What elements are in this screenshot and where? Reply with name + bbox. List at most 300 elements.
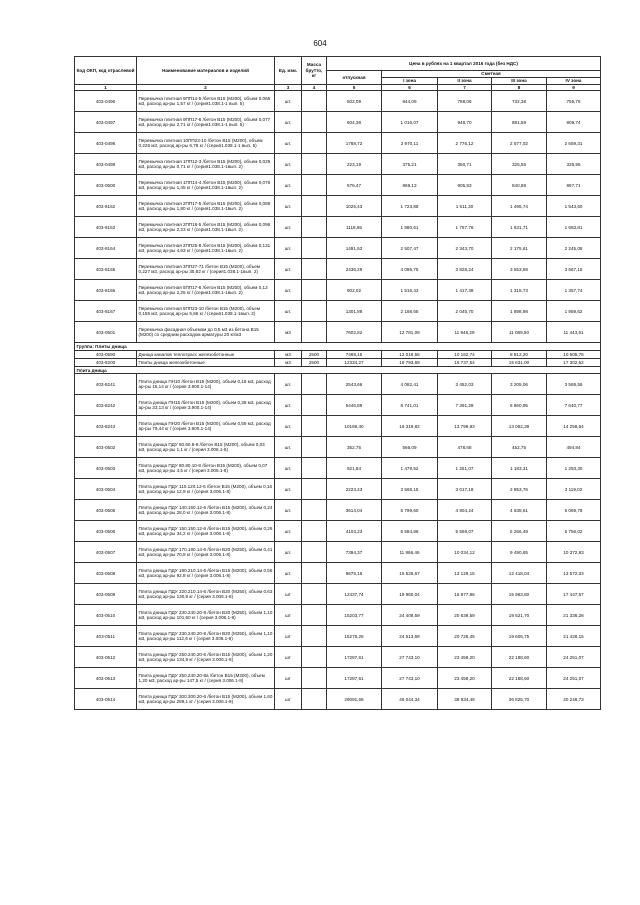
price-release: 3614,04 [327, 500, 382, 521]
price-zone-4: 335,95 [547, 154, 601, 175]
group-row [75, 343, 601, 351]
col-number: 3 [275, 85, 302, 91]
price-zone-2: 1 251,07 [438, 458, 492, 479]
price-zone-3: 8 812,20 [492, 351, 547, 359]
item-unit: шт [275, 605, 302, 626]
price-zone-4: 3 667,15 [547, 259, 601, 280]
price-release: 5446,89 [327, 395, 382, 416]
item-unit: шт. [275, 112, 302, 133]
item-name: Плита днища ПДУ 150.150.12-6 /бетон В15 (М200), объем 0,26 м3, расход ар-ры 34,2 кг / (серия 3.006.1-8) [137, 521, 275, 542]
price-release: 17287,61 [327, 647, 382, 668]
item-mass [302, 584, 327, 605]
price-zone-2: 13 799,83 [438, 416, 492, 437]
item-mass [302, 280, 327, 301]
price-zone-1: 969,13 [382, 175, 438, 196]
price-zone-2: 1 611,30 [438, 196, 492, 217]
price-zone-4: 867,71 [547, 175, 601, 196]
item-code: 403-0506 [75, 521, 137, 542]
item-mass [302, 689, 327, 710]
price-zone-1: 27 743,10 [382, 647, 438, 668]
item-mass [302, 605, 327, 626]
price-zone-2: 11 946,29 [438, 322, 492, 343]
price-release: 502,09 [327, 91, 382, 112]
price-zone-3: 13 052,39 [492, 416, 547, 437]
price-zone-2: 38 934,49 [438, 689, 492, 710]
header-zone-3: III зона [492, 78, 547, 85]
header-mass: Масса брутто, кг [302, 57, 327, 85]
price-zone-4: 1 543,50 [547, 196, 601, 217]
item-code: 403-8200 [75, 359, 137, 367]
price-zone-1: 1 880,61 [382, 217, 438, 238]
price-zone-2: 2 045,70 [438, 301, 492, 322]
item-unit: шт. [275, 395, 302, 416]
table-row [75, 563, 601, 584]
price-zone-3: 2 853,76 [492, 479, 547, 500]
item-code: 403-0507 [75, 542, 137, 563]
price-release: 7394,37 [327, 542, 382, 563]
table-row [75, 112, 601, 133]
item-name: Перемычка плитная 5ПП23-10 /бетон В15 (М200), объем 0,155 м3, расход ар-ры 5,66 кг / (серия1.038.1-1вып. 2) [137, 301, 275, 322]
table-row [75, 416, 601, 437]
price-zone-1: 3 568,15 [382, 479, 438, 500]
item-unit: шт [275, 668, 302, 689]
item-name: Плита днища ПН10 /бетон В15 (М200), объем 0,18 м3, расход ар-ры 15,14 кг / (серия 3.900.1-14) [137, 374, 275, 395]
item-code: 403-0497 [75, 112, 137, 133]
price-release: 1301,88 [327, 301, 382, 322]
table-row [75, 500, 601, 521]
price-zone-3: 22 188,60 [492, 647, 547, 668]
price-zone-4: 17 302,52 [547, 359, 601, 367]
price-zone-4: 24 251,07 [547, 668, 601, 689]
price-zone-4: 21 336,28 [547, 605, 601, 626]
item-mass [302, 374, 327, 395]
item-mass [302, 563, 327, 584]
price-release: 921,84 [327, 458, 382, 479]
price-release: 2436,29 [327, 259, 382, 280]
price-zone-2: 3 828,24 [438, 259, 492, 280]
price-release: 1025,43 [327, 196, 382, 217]
price-release: 10189,40 [327, 416, 382, 437]
price-release: 352,75 [327, 437, 382, 458]
item-unit: шт [275, 647, 302, 668]
item-name: Перемычка плитная 2ПП17-5 /бетон В15 (М200), объем 0,089 м3, расход ар-ры 1,80 кг / (серия1.038.1-1вып. 2) [137, 196, 275, 217]
price-zone-1: 1 516,43 [382, 280, 438, 301]
price-release: 15203,77 [327, 605, 382, 626]
price-zone-3: 4 638,61 [492, 500, 547, 521]
price-release: 7469,15 [327, 351, 382, 359]
item-name: Плита днища ПДУ 230.240.20-8 /бетон В20 (М250), объем 1,10 м3, расход ар-ры 112,6 кг / (серия 3.006.1-8) [137, 626, 275, 647]
table-row [75, 359, 601, 367]
col-number: 6 [382, 85, 438, 91]
item-name: Плита днища ПДУ 80.80.10-8 /бетон В15 (М200), объем 0,07 м3, расход ар-ры 4,5 кг / (серия 3.006.1-8) [137, 458, 275, 479]
price-zone-2: 10 162,74 [438, 351, 492, 359]
price-release: 1118,65 [327, 217, 382, 238]
item-name: Перемычка плитная 1ПП12-3 /бетон В15 (М200), объем 0,029 м3, расход ар-ры 0,71 кг / (серия1.038.1-1вып. 2) [137, 154, 275, 175]
header-zone-1: I зона [382, 78, 438, 85]
price-zone-3: 1 631,71 [492, 217, 547, 238]
table-row [75, 374, 601, 395]
price-zone-3: 36 825,70 [492, 689, 547, 710]
table-row [75, 584, 601, 605]
price-zone-3: 732,38 [492, 91, 547, 112]
header-zone-4: IV зона [547, 78, 601, 85]
header-name: Наименование материалов и изделий [137, 57, 275, 85]
item-name: Перемычка плитная 2ПП18-5 /бетон В15 (М200), объем 0,096 м3, расход ар-ры 2,23 кг / (серия1.038.1-1вып. 2) [137, 217, 275, 238]
item-name: Плиты днища железобетонные [137, 359, 275, 367]
col-number: 5 [327, 85, 382, 91]
item-unit: шт. [275, 238, 302, 259]
price-zone-3: 5 266,49 [492, 521, 547, 542]
price-zone-1: 46 044,34 [382, 689, 438, 710]
table-row [75, 259, 601, 280]
price-zone-3: 1 898,98 [492, 301, 547, 322]
item-code: 403-0513 [75, 668, 137, 689]
item-code: 403-8164 [75, 238, 137, 259]
group-title: Плита днища [75, 367, 601, 374]
table-row [75, 626, 601, 647]
item-mass [302, 626, 327, 647]
item-unit: м3 [275, 351, 302, 359]
item-unit: м3 [275, 322, 302, 343]
col-number: 1 [75, 85, 137, 91]
table-row [75, 154, 601, 175]
col-number: 9 [547, 85, 601, 91]
price-release: 223,19 [327, 154, 382, 175]
item-mass [302, 217, 327, 238]
price-zone-1: 11 866,46 [382, 542, 438, 563]
item-name: Перемычка плитная 3ПП27-71 /бетон В15 (М200), объем 0,227 м3, расход ар-ры 35,82 кг / (серия1.038.1-1вып. 2) [137, 259, 275, 280]
price-zone-3: 9 490,65 [492, 542, 547, 563]
item-code: 403-0508 [75, 563, 137, 584]
price-zone-4: 21 428,15 [547, 626, 601, 647]
table-row [75, 217, 601, 238]
item-mass [302, 301, 327, 322]
item-code: 403-0590 [75, 351, 137, 359]
price-zone-3: 19 521,70 [492, 605, 547, 626]
price-zone-1: 27 743,10 [382, 668, 438, 689]
price-zone-4: 909,74 [547, 112, 601, 133]
item-name: Плита днища ПН15 /бетон В15 (М200), объем 0,38 м3, расход ар-ры 33,13 кг / (серия 3.900.1-14) [137, 395, 275, 416]
price-zone-1: 15 526,67 [382, 563, 438, 584]
price-zone-2: 20 639,59 [438, 605, 492, 626]
table-row [75, 458, 601, 479]
price-zone-3: 1 315,73 [492, 280, 547, 301]
price-zone-4: 40 248,73 [547, 689, 601, 710]
price-zone-2: 3 452,03 [438, 374, 492, 395]
price-zone-4: 17 447,57 [547, 584, 601, 605]
item-name: Плита днища ПДУ 110.120.12-6 /бетон В15 (М200), объем 0,16 м3, расход ар-ры 12,9 кг / (серия 3.006.1-8) [137, 479, 275, 500]
price-zone-2: 948,70 [438, 112, 492, 133]
price-release: 12334,27 [327, 359, 382, 367]
header-estimate: Сметная [382, 71, 601, 78]
table-row [75, 301, 601, 322]
price-release: 15275,25 [327, 626, 382, 647]
item-mass [302, 322, 327, 343]
price-zone-2: 13 129,15 [438, 563, 492, 584]
price-zone-3: 1 495,74 [492, 196, 547, 217]
price-zone-4: 1 959,62 [547, 301, 601, 322]
item-name: Плита днища ПН20 /бетон В15 (М200), объем 0,59 м3, расход ар-ры 79,44 кг / (серия 3.900.1-14) [137, 416, 275, 437]
col-number: 8 [492, 85, 547, 91]
table-row [75, 689, 601, 710]
price-zone-4: 13 572,33 [547, 563, 601, 584]
item-mass [302, 238, 327, 259]
table-row [75, 542, 601, 563]
price-zone-2: 23 459,20 [438, 647, 492, 668]
price-zone-3: 6 860,95 [492, 395, 547, 416]
price-release: 4103,23 [327, 521, 382, 542]
item-mass [302, 500, 327, 521]
price-zone-2: 1 757,78 [438, 217, 492, 238]
item-unit: шт. [275, 301, 302, 322]
item-code: 403-0501 [75, 322, 137, 343]
price-zone-1: 566,09 [382, 437, 438, 458]
item-name: Днища каналов теплотрасс железобетонные [137, 351, 275, 359]
price-zone-1: 1 016,07 [382, 112, 438, 133]
price-zone-1: 844,09 [382, 91, 438, 112]
price-zone-1: 1 723,88 [382, 196, 438, 217]
price-zone-2: 478,68 [438, 437, 492, 458]
price-zone-4: 1 683,81 [547, 217, 601, 238]
price-zone-1: 2 188,65 [382, 301, 438, 322]
price-zone-3: 2 577,02 [492, 133, 547, 154]
price-zone-3: 840,88 [492, 175, 547, 196]
price-zone-3: 3 553,68 [492, 259, 547, 280]
price-release: 1768,72 [327, 133, 382, 154]
price-zone-4: 14 258,64 [547, 416, 601, 437]
table-row [75, 437, 601, 458]
price-zone-2: 350,71 [438, 154, 492, 175]
item-unit: шт. [275, 458, 302, 479]
price-zone-3: 881,59 [492, 112, 547, 133]
item-unit: шт. [275, 374, 302, 395]
item-name: Перемычка плитная 9ПП14-5 /бетон В15 (М200), объем 0,065 м3, расход ар-ры 1,57 кг / (серия1.038.1-1 вып. 5) [137, 91, 275, 112]
item-mass [302, 133, 327, 154]
item-unit: шт. [275, 217, 302, 238]
price-zone-1: 12 781,09 [382, 322, 438, 343]
price-zone-4: 7 640,77 [547, 395, 601, 416]
item-name: Плита днища ПДУ 250.240.20-8а /бетон В15 (М200), объем 1,20 м3, расход ар-ры 147,5 кг / (серия 3.006.1-8) [137, 668, 275, 689]
item-unit: шт. [275, 542, 302, 563]
header-code: Код ОКП, код отраслевой [75, 57, 137, 85]
item-code: 403-8243 [75, 416, 137, 437]
table-row [75, 351, 601, 359]
item-mass [302, 395, 327, 416]
item-name: Плита днища ПДУ 300.300.20-6 /бетон В15 (М200), объем 1,60 м3, расход ар-ры 289,1 кг / (серия 3.006.1-8) [137, 689, 275, 710]
item-mass [302, 668, 327, 689]
item-mass [302, 112, 327, 133]
item-name: Перемычка плитная 1ПП14-4 /бетон В15 (М200), объем 0,076 м3, расход ар-ры 1,45 кг / (серия1.038.1-1вып. 2) [137, 175, 275, 196]
header-release: отпускная [327, 71, 382, 85]
price-zone-2: 20 728,45 [438, 626, 492, 647]
item-unit: шт. [275, 563, 302, 584]
item-code: 403-8166 [75, 280, 137, 301]
price-release: 12437,74 [327, 584, 382, 605]
price-zone-4: 24 251,07 [547, 647, 601, 668]
price-zone-4: 2 245,08 [547, 238, 601, 259]
price-zone-2: 905,83 [438, 175, 492, 196]
price-zone-4: 3 119,02 [547, 479, 601, 500]
item-mass [302, 647, 327, 668]
price-zone-3: 12 418,04 [492, 563, 547, 584]
item-code: 403-0510 [75, 605, 137, 626]
col-number: 7 [438, 85, 492, 91]
table-row [75, 238, 601, 259]
item-name: Перемычка плитная 9ПП17-6 /бетон В15 (М200), объем 0,077 м3, расход ар-ры 2,71 кг / (серия1.038.1-1 вып. 5) [137, 112, 275, 133]
table-row [75, 479, 601, 500]
item-name: Плита днища ПДУ 250.240.20-6 /бетон В15 (М200), объем 1,20 м3, расход ар-ры 134,9 кг / (серия 3.006.1-8) [137, 647, 275, 668]
item-unit: шт. [275, 437, 302, 458]
item-mass: 2500 [302, 359, 327, 367]
item-code: 403-0500 [75, 175, 137, 196]
header-price-title: Цена в рублях на 1 квартал 2016 года (без НДС) [327, 57, 601, 71]
item-code: 403-0496 [75, 91, 137, 112]
item-mass: 2500 [302, 351, 327, 359]
price-zone-3: 11 089,50 [492, 322, 547, 343]
price-release: 2543,66 [327, 374, 382, 395]
item-code: 403-0504 [75, 479, 137, 500]
price-zone-2: 4 904,24 [438, 500, 492, 521]
table-row [75, 280, 601, 301]
price-zone-1: 19 960,04 [382, 584, 438, 605]
price-zone-2: 1 417,38 [438, 280, 492, 301]
price-zone-2: 10 034,12 [438, 542, 492, 563]
item-code: 403-0511 [75, 626, 137, 647]
price-zone-1: 8 741,01 [382, 395, 438, 416]
item-mass [302, 91, 327, 112]
item-name: Плита днища ПДУ 230.240.20-8 /бетон В20 (М250), объем 1,10 м3, расход ар-ры 101,50 кг / (серия 3.006.1-8) [137, 605, 275, 626]
price-zone-2: 2 343,70 [438, 238, 492, 259]
price-zone-2: 3 017,18 [438, 479, 492, 500]
item-mass [302, 521, 327, 542]
price-zone-1: 16 319,82 [382, 416, 438, 437]
item-code: 403-0503 [75, 458, 137, 479]
price-zone-3: 22 188,60 [492, 668, 547, 689]
item-code: 403-0502 [75, 437, 137, 458]
item-name: Плита днища ПДУ 170.180.14-6 /бетон В20 (М250), объем 0,41 м3, расход ар-ры 70,8 кг / (серия 3.006.1-8) [137, 542, 275, 563]
item-mass [302, 175, 327, 196]
item-code: 403-0514 [75, 689, 137, 710]
price-zone-3: 19 605,75 [492, 626, 547, 647]
price-zone-3: 2 175,61 [492, 238, 547, 259]
price-release: 604,38 [327, 112, 382, 133]
price-zone-1: 2 970,11 [382, 133, 438, 154]
item-unit: шт. [275, 479, 302, 500]
item-name: Плита днища ПДУ 190.210.14-6 /бетон В15 (М200), объем 0,56 м3, расход ар-ры 92,8 кг / (серия 3.006.1-8) [137, 563, 275, 584]
price-zone-1: 12 018,56 [382, 351, 438, 359]
item-mass [302, 416, 327, 437]
item-code: 403-8163 [75, 217, 137, 238]
price-zone-4: 5 756,02 [547, 521, 601, 542]
price-zone-4: 1 357,74 [547, 280, 601, 301]
price-zone-4: 3 568,56 [547, 374, 601, 395]
item-code: 403-0498 [75, 133, 137, 154]
item-unit: шт. [275, 175, 302, 196]
price-zone-1: 4 082,41 [382, 374, 438, 395]
price-zone-1: 24 513,69 [382, 626, 438, 647]
item-code: 403-8242 [75, 395, 137, 416]
table-row [75, 395, 601, 416]
item-unit: шт. [275, 500, 302, 521]
item-mass [302, 154, 327, 175]
item-mass [302, 458, 327, 479]
item-mass [302, 542, 327, 563]
price-zone-4: 2 659,31 [547, 133, 601, 154]
item-name: Перемычка плитная 10ПП23-10 /бетон В15 (М200), объем 0,226 м3, расход ар-ры 6,78 кг / (серия1.038.1-1 вып. 5) [137, 133, 275, 154]
price-zone-4: 1 293,30 [547, 458, 601, 479]
table-row [75, 133, 601, 154]
price-release: 29091,69 [327, 689, 382, 710]
item-code: 403-8167 [75, 301, 137, 322]
header-zone-2: II зона [438, 78, 492, 85]
item-code: 403-0499 [75, 154, 137, 175]
item-unit: шт. [275, 154, 302, 175]
price-zone-2: 23 459,20 [438, 668, 492, 689]
price-zone-3: 1 183,31 [492, 458, 547, 479]
item-unit: шт. [275, 280, 302, 301]
item-unit: шт [275, 584, 302, 605]
item-code: 403-8162 [75, 196, 137, 217]
price-zone-1: 6 584,86 [382, 521, 438, 542]
item-code: 403-8241 [75, 374, 137, 395]
item-code: 403-0509 [75, 584, 137, 605]
item-unit: шт. [275, 133, 302, 154]
price-release: 1491,53 [327, 238, 382, 259]
table-row [75, 647, 601, 668]
table-row [75, 322, 601, 343]
col-number: 2 [137, 85, 275, 91]
price-zone-3: 3 205,06 [492, 374, 547, 395]
item-name: Перемычка фасадная объемом до 0,5 м3 из бетона В15 (М200) со средним расходом арматуры 20 кг/м3 [137, 322, 275, 343]
item-name: Перемычка плитная 5ПП17-6 /бетон В15 (М200), объем 0,12 м3, расход ар-ры 2,25 кг / (серия1.038.1-1вып. 2) [137, 280, 275, 301]
table-row [75, 196, 601, 217]
price-release: 17287,61 [327, 668, 382, 689]
group-title: Группа: Плиты днища [75, 343, 601, 351]
price-zone-1: 19 793,69 [382, 359, 438, 367]
item-mass [302, 196, 327, 217]
price-zone-1: 4 095,75 [382, 259, 438, 280]
item-code: 403-0505 [75, 500, 137, 521]
item-name: Плита днища ПДУ 60.60.8-8 /бетон В15 (М200), объем 0,03 м3, расход ар-ры 1,1 кг / (серия 3.006.1-8) [137, 437, 275, 458]
table-row [75, 91, 601, 112]
price-release: 902,02 [327, 280, 382, 301]
price-zone-4: 5 069,78 [547, 500, 601, 521]
price-zone-4: 755,76 [547, 91, 601, 112]
price-release: 7602,82 [327, 322, 382, 343]
price-zone-3: 15 631,00 [492, 359, 547, 367]
price-zone-1: 2 507,47 [382, 238, 438, 259]
table-row [75, 668, 601, 689]
item-mass [302, 259, 327, 280]
price-zone-2: 7 391,28 [438, 395, 492, 416]
item-unit: шт. [275, 416, 302, 437]
price-zone-4: 10 505,76 [547, 351, 601, 359]
price-zone-1: 1 479,52 [382, 458, 438, 479]
item-name: Плита днища ПДУ 220.210.14-6 /бетон В20 (М250), объем 0,63 м3, расход ар-ры 130,9 кг / (серия 3.006.1-8) [137, 584, 275, 605]
item-unit: шт [275, 626, 302, 647]
price-release: 576,47 [327, 175, 382, 196]
header-unit: Ед. изм. [275, 57, 302, 85]
price-zone-1: 375,21 [382, 154, 438, 175]
col-number: 4 [302, 85, 327, 91]
item-mass [302, 479, 327, 500]
price-zone-2: 788,06 [438, 91, 492, 112]
item-code: 403-8165 [75, 259, 137, 280]
price-zone-3: 15 963,80 [492, 584, 547, 605]
page-number: 604 [313, 39, 327, 48]
item-mass [302, 437, 327, 458]
price-zone-3: 325,55 [492, 154, 547, 175]
